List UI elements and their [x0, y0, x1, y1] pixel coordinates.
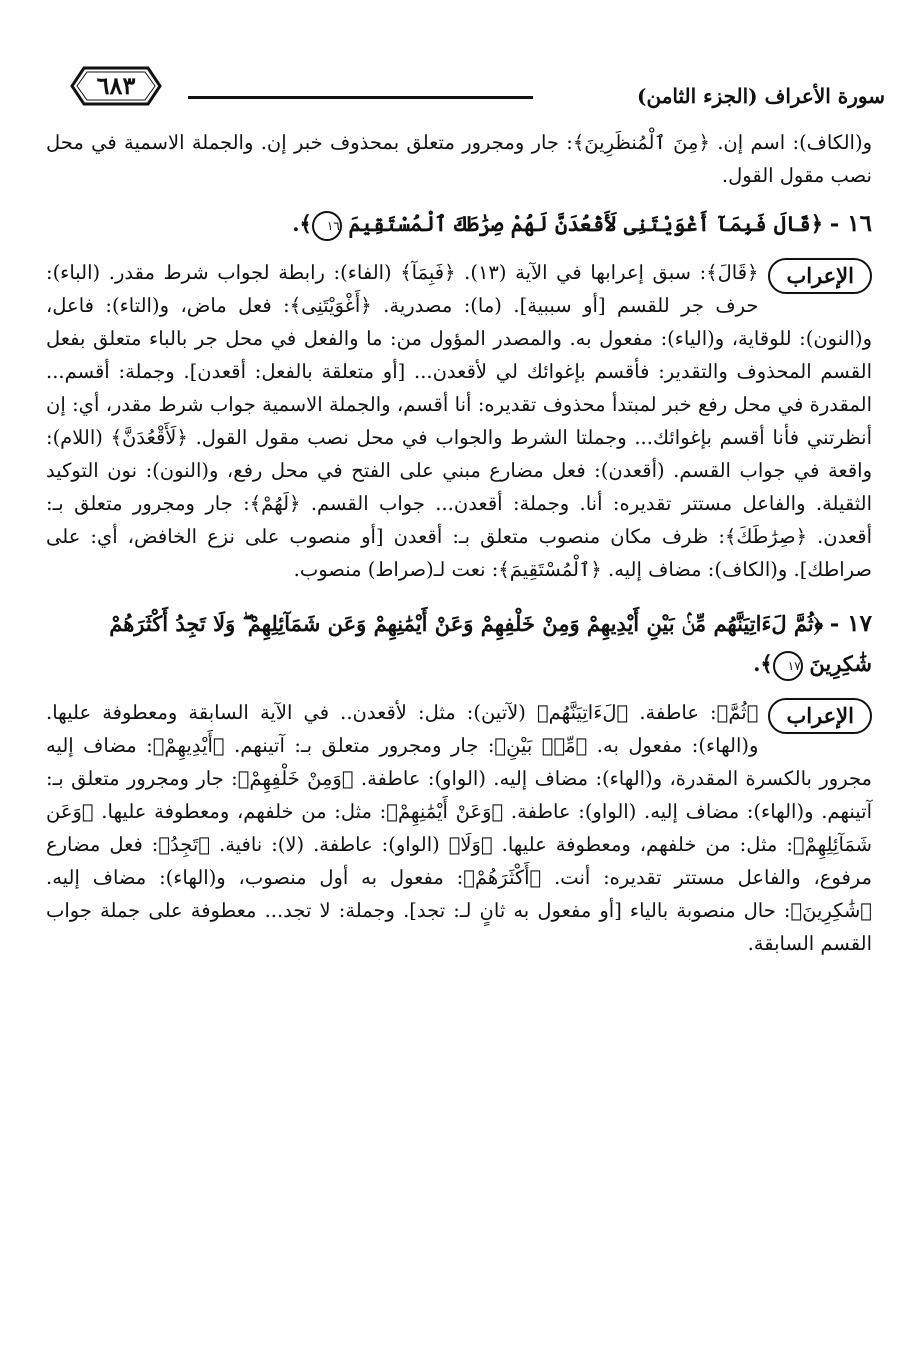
- i3rab-paragraph-16: [46, 256, 872, 586]
- verse-close: ﴾.: [753, 651, 773, 676]
- verse-number: ١٦ -: [829, 210, 872, 237]
- i3rab-text: ﴿ثُمَّ﴾: عاطفة. ﴿لَءَاتِيَنَّهُم﴾ (لآتين): مثل: لأقعدن.. في الآية السابقة ومعطوفة عليها. و(الهاء): مفعول به. ﴿مِّنۢ بَيْنِ﴾: جار ومجرور متعلق بـ: آتينهم. ﴿أَيْدِيهِمْ﴾: مضاف إليه مجرور بالكسرة المقدرة، و(الهاء): مضاف إليه. (الواو): عاطفة. ﴿وَمِنْ خَلْفِهِمْ﴾: جار ومجرور متعلق بـ: آتينهم. و(الهاء): مضاف إليه. (الواو): عاطفة. ﴿وَعَنْ أَيْمَٰنِهِمْ﴾: مثل: من خلفهم، ومعطوفة عليها. ﴿وَعَن شَمَآئِلِهِمْ﴾: مثل: من خلفهم، ومعطوفة عليها. ﴿وَلَا﴾ (الواو): عاطفة. (لا): نافية. ﴿تَجِدُ﴾: فعل مضارع مرفوع، والفاعل مستتر تقديره: أنت. ﴿أَكْثَرَهُمْ﴾: مفعول به أول منصوب، و(الهاء): مضاف إليه. ﴿شَٰكِرِينَ﴾: حال منصوبة بالياء [أو مفعول به ثانٍ لـ: تجد]. وجملة: لا تجد... معطوفة على جملة جواب القسم السابقة.: [46, 701, 872, 955]
- i3rab-paragraph-17: [46, 696, 872, 960]
- page-header: [40, 58, 885, 118]
- verse-number: ١٧ -: [829, 610, 872, 637]
- ayah-number-marker: ١٧: [773, 651, 803, 681]
- verse-16: [46, 204, 872, 244]
- verse-text: ﴿ثُمَّ لَءَاتِيَنَّهُم مِّنۢ بَيْنِ أَيْدِيهِمْ وَمِنْ خَلْفِهِمْ وَعَنْ أَيْمَٰنِهِمْ وَعَن شَمَآئِلِهِمْ ۖ وَلَا تَجِدُ أَكْثَرَهُمْ شَٰكِرِينَ: [109, 611, 872, 676]
- verse-close: ﴾.: [292, 211, 312, 236]
- intro-paragraph: و(الكاف): اسم إن. ﴿مِنَ ٱلْمُنظَرِينَ﴾: جار ومجرور متعلق بمحذوف خبر إن. والجملة الاسمية في محل نصب مقول القول.: [46, 131, 872, 187]
- i3rab-text: ﴿قَالَ﴾: سبق إعرابها في الآية (١٣). ﴿فَبِمَآ﴾ (الفاء): رابطة لجواب شرط مقدر. (الباء): حرف جر للقسم [أو سببية]. (ما): مصدرية. ﴿أَغْوَيْتَنِى﴾: فعل ماض، و(التاء): فاعل، و(النون): للوقاية، و(الياء): مفعول به. والمصدر المؤول من: ما والفعل في محل جر بالباء متعلق بفعل القسم المحذوف والتقدير: فأقسم بإغوائك لي لأقعدن... [أو متعلقة بالفعل: أقعدن]. وجملة: أقسم... المقدرة في محل رفع خبر لمبتدأ محذوف تقديره: أنا أقسم، والجملة الاسمية جواب شرط مقدر، أي: إن أنظرتني فأنا أقسم بإغوائك... وجملتا الشرط والجواب في محل نصب مقول القول. ﴿لَأَقْعُدَنَّ﴾ (اللام): واقعة في جواب القسم. (أقعدن): فعل مضارع مبني على الفتح في محل رفع، و(النون): نون التوكيد الثقيلة. والفاعل مستتر تقديره: أنا. وجملة: أقعدن... جواب القسم. ﴿لَهُمْ﴾: جار ومجرور متعلق بـ: أقعدن. ﴿صِرَٰطَكَ﴾: ظرف مكان منصوب متعلق بـ: أقعدن [أو منصوب على نزع الخافض، أي: على صراطك]. و(الكاف): مضاف إليه. ﴿ٱلْمُسْتَقِيمَ﴾: نعت لـ(صراط) منصوب.: [46, 261, 872, 581]
- ayah-number-marker: ١٦: [312, 211, 342, 241]
- i3rab-label: الإعراب: [768, 698, 872, 734]
- i3rab-label: الإعراب: [768, 258, 872, 294]
- page-number: ٦٨٣: [96, 71, 136, 100]
- page-number-badge: [70, 64, 162, 108]
- header-rule: [188, 96, 533, 99]
- page-content: [46, 126, 872, 960]
- verse-17: [46, 604, 872, 684]
- verse-text: ﴿قَالَ فَبِمَآ أَغْوَيْتَنِى لَأَقْعُدَنَّ لَهُمْ صِرَٰطَكَ ٱلْمُسْتَقِيمَ: [348, 211, 824, 236]
- surah-title: سورة الأعراف (الجزء الثامن): [637, 84, 885, 108]
